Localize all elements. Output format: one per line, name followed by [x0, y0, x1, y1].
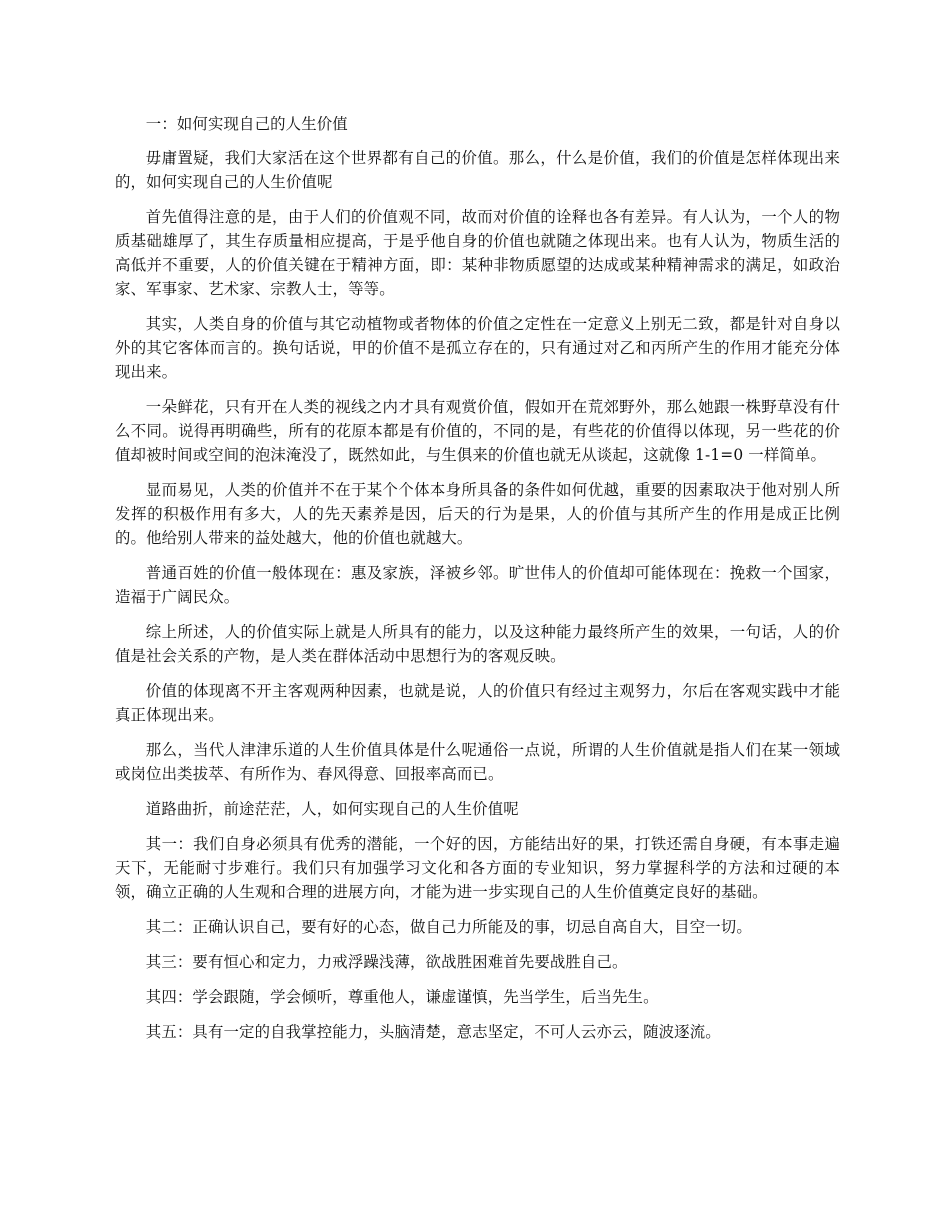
- paragraph: 其实，人类自身的价值与其它动植物或者物体的价值之定性在一定意义上别无二致，都是针对自身以外的其它客体而言的。换句话说，甲的价值不是孤立存在的，只有通过对乙和丙所产生的作用才能充分体现出来。: [115, 315, 840, 381]
- document-title: 一：如何实现自己的人生价值: [145, 115, 348, 133]
- paragraph: 首先值得注意的是，由于人们的价值观不同，故而对价值的诠释也各有差异。有人认为，一个人的物质基础雄厚了，其生存质量相应提高，于是乎他自身的价值也就随之体现出来。也有人认为，物质生活的高低并不重要，人的价值关键在于精神方面，即：某种非物质愿望的达成或某种精神需求的满足，如政治家、军事家、艺术家、宗教人士，等等。: [115, 208, 840, 298]
- paragraph: 其四：学会跟随，学会倾听，尊重他人，谦虚谨慎，先当学生，后当先生。: [145, 988, 659, 1006]
- paragraph: 其一：我们自身必须具有优秀的潜能，一个好的因，方能结出好的果，打铁还需自身硬，有本事走遍天下，无能耐寸步难行。我们只有加强学习文化和各方面的专业知识，努力掌握科学的方法和过硬的本领，确立正确的人生观和合理的进展方向，才能为进一步实现自己的人生价值奠定良好的基础。: [115, 835, 840, 901]
- document-page: [115, 112, 840, 1055]
- paragraph: 其三：要有恒心和定力，力戒浮躁浅薄，欲战胜困难首先要战胜自己。: [145, 953, 628, 971]
- paragraph: 一朵鲜花，只有开在人类的视线之内才具有观赏价值，假如开在荒郊野外，那么她跟一株野草没有什么不同。说得再明确些，所有的花原本都是有价值的，不同的是，有些花的价值得以体现，另一些花的价值却被时间或空间的泡沫淹没了，既然如此，与生俱来的价值也就无从谈起，这就像 1-1=0 一样简单。: [115, 398, 840, 464]
- paragraph: 显而易见，人类的价值并不在于某个个体本身所具备的条件如何优越，重要的因素取决于他对别人所发挥的积极作用有多大，人的先天素养是因，后天的行为是果，人的价值与其所产生的作用是成正比例的。他给别人带来的益处越大，他的价值也就越大。: [115, 481, 840, 547]
- paragraph: 毋庸置疑，我们大家活在这个世界都有自己的价值。那么，什么是价值，我们的价值是怎样体现出来的，如何实现自己的人生价值呢: [115, 149, 840, 191]
- paragraph: 那么，当代人津津乐道的人生价值具体是什么呢通俗一点说，所谓的人生价值就是指人们在某一领域或岗位出类拔萃、有所作为、春风得意、回报率高而已。: [115, 741, 840, 783]
- paragraph: 其五：具有一定的自我掌控能力，头脑清楚，意志坚定，不可人云亦云，随波逐流。: [145, 1023, 721, 1041]
- paragraph: 综上所述，人的价值实际上就是人所具有的能力，以及这种能力最终所产生的效果，一句话，人的价值是社会关系的产物，是人类在群体活动中思想行为的客观反映。: [115, 623, 840, 665]
- paragraph: 道路曲折，前途茫茫，人，如何实现自己的人生价值呢: [145, 800, 519, 818]
- paragraph: 普通百姓的价值一般体现在：惠及家族，泽被乡邻。旷世伟人的价值却可能体现在：挽救一个国家，造福于广阔民众。: [115, 564, 840, 606]
- paragraph: 其二：正确认识自己，要有好的心态，做自己力所能及的事，切忌自高自大，目空一切。: [145, 918, 752, 936]
- paragraph: 价值的体现离不开主客观两种因素，也就是说，人的价值只有经过主观努力，尔后在客观实践中才能真正体现出来。: [115, 682, 840, 724]
